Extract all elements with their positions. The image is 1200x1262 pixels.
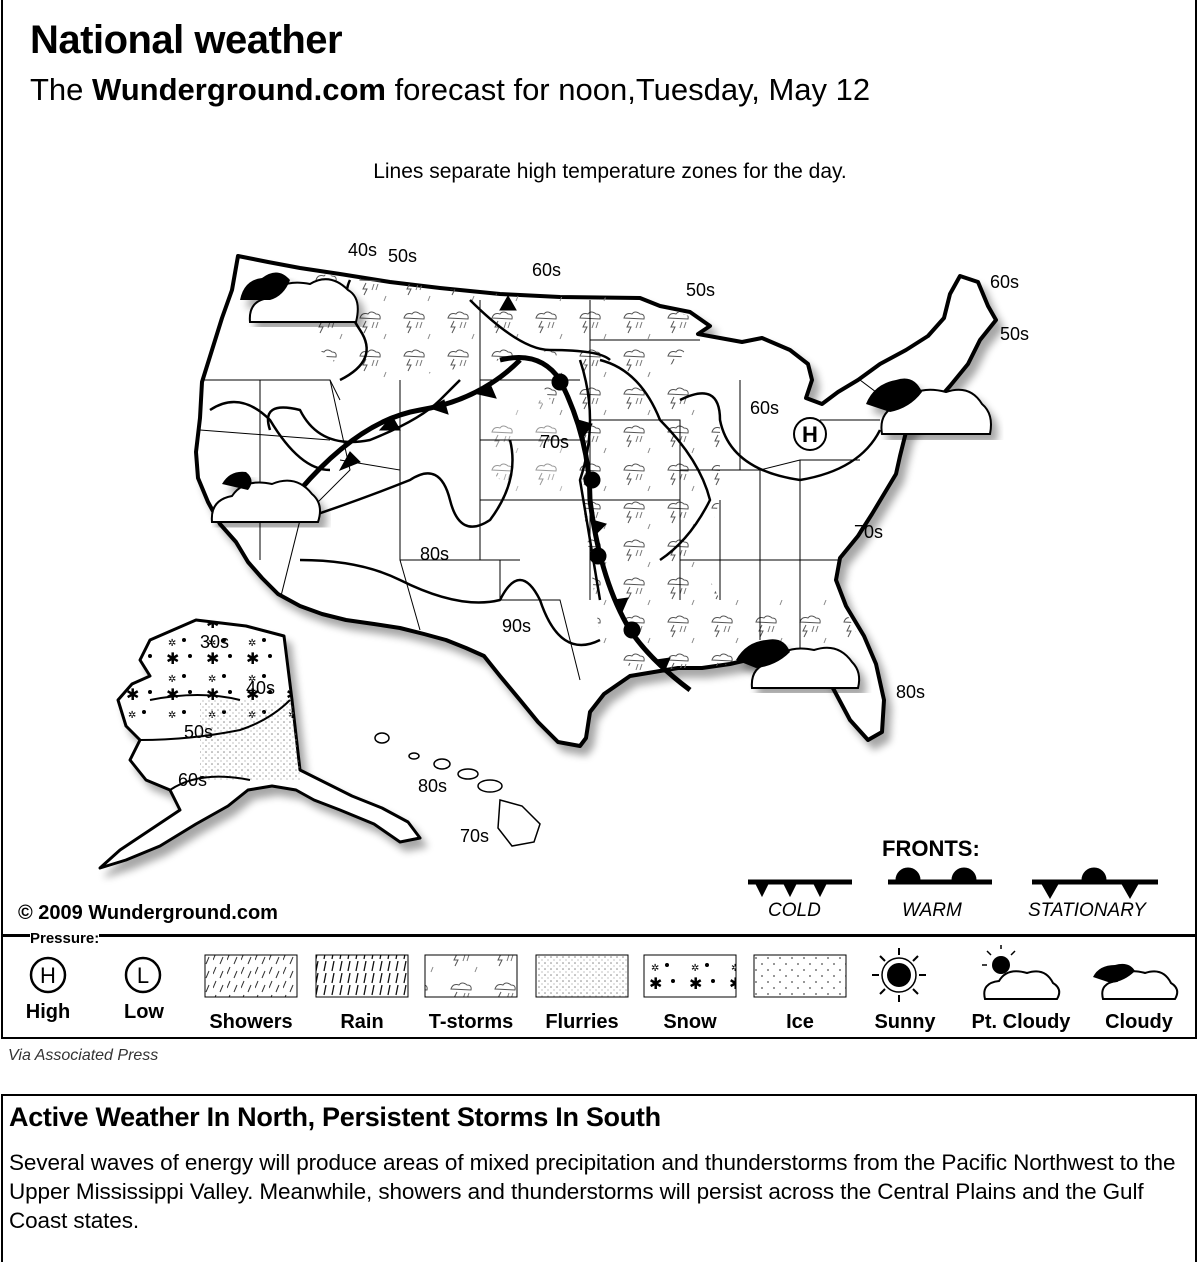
temp-label: 80s xyxy=(418,776,448,796)
map-caption: Lines separate high temperature zones for the day. xyxy=(373,160,847,183)
temp-label: 60s xyxy=(178,770,208,790)
warm-front-symbol xyxy=(888,868,992,882)
legend-label-cloudy: Cloudy xyxy=(1105,1011,1173,1033)
temp-label: 80s xyxy=(896,682,926,702)
page-title: National weather xyxy=(30,18,343,62)
fronts-title: FRONTS: xyxy=(882,836,980,861)
sunny-icon xyxy=(872,948,926,1002)
temp-label: 60s xyxy=(750,398,780,418)
high-pressure-label: H xyxy=(802,422,818,447)
partly-cloudy-icon xyxy=(982,945,1059,999)
subtitle-brand: Wunderground.com xyxy=(92,72,386,107)
legend-label-ice: Ice xyxy=(786,1011,814,1033)
low-pressure-icon xyxy=(126,958,160,992)
legend-label-rain: Rain xyxy=(340,1011,384,1033)
temp-label: 60s xyxy=(990,272,1020,292)
low-symbol: L xyxy=(136,963,150,988)
temp-label: 70s xyxy=(540,432,570,452)
showers-swatch xyxy=(205,955,297,997)
stationary-front-symbol xyxy=(1032,868,1158,898)
high-pressure-center xyxy=(794,418,826,450)
legend-label-flurries: Flurries xyxy=(545,1011,619,1033)
legend-label-low: Low xyxy=(124,1001,164,1023)
legend-label-snow: Snow xyxy=(663,1011,717,1033)
flurries-swatch xyxy=(536,955,628,997)
cold-front-label: COLD xyxy=(768,900,821,921)
photo-credit: Via Associated Press xyxy=(8,1047,159,1064)
snow-swatch xyxy=(644,955,736,997)
map-copyright: © 2009 Wunderground.com xyxy=(18,902,278,924)
temp-label: 50s xyxy=(1000,324,1030,344)
rain-swatch xyxy=(316,955,408,997)
temp-label: 50s xyxy=(184,722,214,742)
temp-label: 50s xyxy=(686,280,716,300)
ice-swatch xyxy=(754,955,846,997)
temp-label: 70s xyxy=(460,826,490,846)
stationary-front-label: STATIONARY xyxy=(1028,900,1146,921)
story-body: Several waves of energy will produce areas of mixed precipitation and thunderstorms from the Pacific Northwest to the Upper Mississippi Valley. Meanwhile, showers and thunderstorms will persist across the Central Plains and the Gulf Coast states. xyxy=(9,1150,1176,1233)
legend-pressure-label: Pressure: xyxy=(30,933,100,945)
temp-label: 30s xyxy=(200,632,230,652)
warm-front-label: WARM xyxy=(902,900,962,921)
cold-front-symbol xyxy=(748,882,852,896)
temp-label: 60s xyxy=(532,260,562,280)
legend-label-showers: Showers xyxy=(209,1011,293,1033)
legend-label-ptcloudy: Pt. Cloudy xyxy=(971,1011,1071,1033)
cloudy-icon xyxy=(1093,964,1177,999)
legend-label-high: High xyxy=(25,1001,71,1023)
temp-label: 40s xyxy=(246,678,276,698)
temp-label: 80s xyxy=(420,544,450,564)
subtitle-prefix: The xyxy=(30,72,93,107)
legend-label-sunny: Sunny xyxy=(874,1011,936,1033)
legend xyxy=(1,935,1197,1039)
story-box xyxy=(1,1094,1197,1262)
subtitle-suffix: forecast for noon,Tuesday, May 12 xyxy=(385,72,871,107)
legend-label-tstorms: T-storms xyxy=(428,1011,514,1033)
story-headline: Active Weather In North, Persistent Storms In South xyxy=(9,1102,661,1132)
temp-label: 50s xyxy=(388,246,418,266)
temp-label: 40s xyxy=(348,240,378,260)
high-pressure-icon xyxy=(31,958,65,992)
temp-label: 90s xyxy=(502,616,532,636)
temp-label: 70s xyxy=(854,522,884,542)
high-symbol: H xyxy=(40,963,56,988)
tstorms-swatch xyxy=(425,955,517,997)
